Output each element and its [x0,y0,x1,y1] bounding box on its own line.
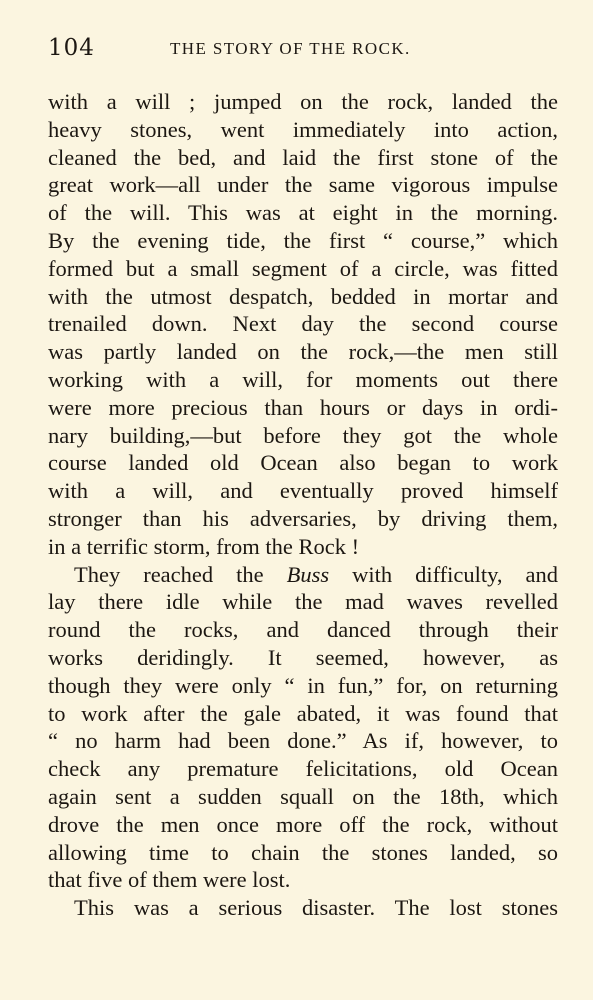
text-line: in a terrific storm, from the Rock ! [48,533,360,559]
text-line: were more precious than hours or days in ordi- [48,394,558,420]
text-line: with a will ; jumped on the rock, landed the [48,89,558,114]
text-line: great work—all under the same vigorous impulse [48,172,558,198]
text-line: with the utmost despatch, bedded in mortar and [48,283,558,309]
text-line: course landed old Ocean also began to work [48,450,558,476]
text-line: stronger than his adversaries, by driving them, [48,505,558,531]
line-end: with difficulty, and [352,561,558,587]
text-line: By the evening tide, the first “ course,” which [48,227,558,253]
text-line: working with a will, for moments out there [48,366,558,392]
text-line: drove the men once more off the rock, without [48,811,558,837]
italic-word: Buss [286,561,330,587]
text-line: This was a serious disaster. The lost stones [74,895,558,921]
text-line: nary building,—but before they got the whole [48,422,558,448]
line-start: They reached the [74,561,264,587]
text-line: “ no harm had been done.” As if, however, to [48,728,558,754]
text-line: again sent a sudden squall on the 18th, which [48,783,558,809]
text-line: though they were only “ in fun,” for, on returning [48,672,558,698]
text-line: that five of them were lost. [48,867,291,893]
text-line: works deridingly. It seemed, however, as [48,644,558,670]
page-number: 104 [48,35,95,61]
running-title: THE STORY OF THE ROCK. [170,39,411,58]
text-line: round the rocks, and danced through their [48,617,558,643]
text-line: check any premature felicitations, old Ocean [48,756,558,782]
text-line: with a will, and eventually proved himself [48,478,558,504]
text-line: heavy stones, went immediately into action, [48,116,558,142]
text-line-with-italic [48,561,558,589]
text-line: to work after the gale abated, it was found that [48,700,558,726]
text-line: of the will. This was at eight in the morning. [48,200,558,226]
text-line: was partly landed on the rock,—the men still [48,339,558,365]
running-head [48,36,558,60]
text-line: formed but a small segment of a circle, was fitted [48,255,558,281]
text-line: allowing time to chain the stones landed, so [48,839,558,865]
text-line: trenailed down. Next day the second course [48,311,558,337]
text-line: lay there idle while the mad waves revelled [48,589,558,615]
text-line: cleaned the bed, and laid the first stone of the [48,144,558,170]
body-text [48,88,558,922]
